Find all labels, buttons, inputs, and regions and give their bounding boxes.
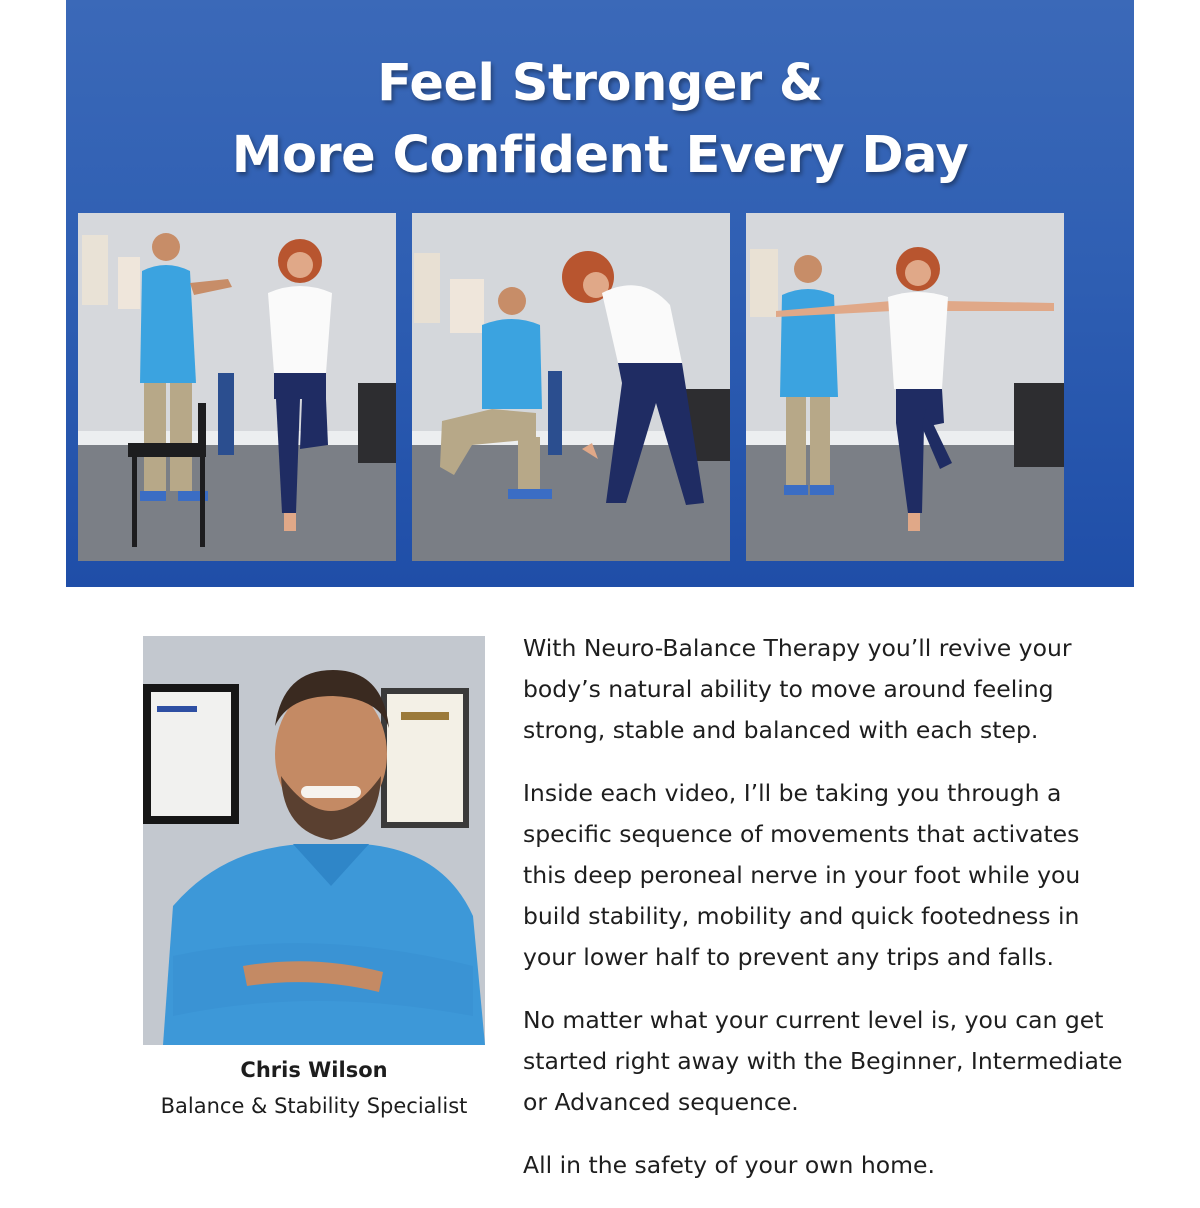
paragraph-4: All in the safety of your own home. <box>523 1151 935 1179</box>
page-title <box>66 48 1134 192</box>
exercise-photo-3 <box>746 213 1064 561</box>
specialist-role: Balance & Stability Specialist <box>160 1094 468 1118</box>
paragraph-2: Inside each video, I’ll be taking you through a specific sequence of movements that activates this deep peroneal nerve in your foot while you build stability, mobility and quick footedness in your lower half to prevent any trips and falls. <box>523 779 1081 971</box>
body-copy <box>523 628 1123 1208</box>
specialist-portrait <box>143 636 485 1045</box>
exercise-photo-2 <box>412 213 730 561</box>
paragraph-1: With Neuro-Balance Therapy you’ll revive your body’s natural ability to move around feeling strong, stable and balanced with each step. <box>523 634 1072 744</box>
title-line-1: Feel Stronger & <box>377 54 823 113</box>
paragraph-3: No matter what your current level is, you can get started right away with the Beginner, Intermediate or Advanced sequence. <box>523 1006 1123 1116</box>
title-line-2: More Confident Every Day <box>231 126 969 185</box>
specialist-name: Chris Wilson <box>240 1058 388 1082</box>
exercise-photo-1 <box>78 213 396 561</box>
